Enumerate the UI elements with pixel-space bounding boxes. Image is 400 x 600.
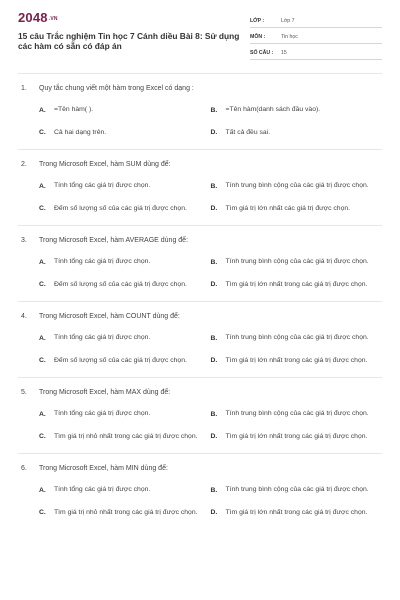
meta-panel: [250, 12, 382, 60]
answer-option[interactable]: [39, 181, 211, 192]
divider: [18, 453, 382, 454]
option-letter: C.: [39, 129, 46, 137]
option-row: [39, 257, 382, 268]
answer-option[interactable]: [39, 409, 211, 420]
answer-option[interactable]: [39, 333, 211, 344]
option-row: [39, 508, 382, 519]
option-letter: A.: [39, 258, 46, 266]
divider: [18, 301, 382, 302]
question-stem: [21, 389, 382, 396]
meta-label: LỚP :: [250, 18, 265, 24]
answer-option[interactable]: [211, 105, 383, 116]
option-text: Tính tổng các giá trị được chọn.: [54, 334, 151, 341]
option-text: Cả hai dạng trên.: [54, 128, 107, 136]
meta-row-subject: [250, 28, 382, 44]
option-letter: A.: [39, 182, 46, 190]
option-text: Tính tổng các giá trị được chọn.: [54, 486, 151, 493]
answer-option[interactable]: [211, 508, 383, 519]
answer-option[interactable]: [211, 409, 383, 420]
question-text: Trong Microsoft Excel, hàm AVERAGE dùng để:: [39, 237, 189, 244]
option-row: [39, 105, 382, 116]
option-letter: B.: [210, 334, 218, 342]
option-letter: D.: [210, 205, 218, 213]
option-letter: D.: [210, 281, 218, 289]
option-text: Tính tổng các giá trị được chọn.: [54, 258, 151, 265]
answer-option[interactable]: [39, 356, 211, 367]
meta-label: MÔN :: [250, 34, 266, 40]
divider: [18, 377, 382, 378]
answer-option[interactable]: [211, 204, 383, 215]
option-text: Tìm giá trị lớn nhất các giá trị được chọn.: [225, 204, 351, 212]
option-text: Tính trung bình cộng của các giá trị được chọn.: [225, 486, 369, 493]
question-4: [18, 313, 382, 366]
option-letter: D.: [210, 357, 218, 365]
meta-row-count: [250, 44, 382, 60]
question-2: [18, 161, 382, 214]
option-letter: C.: [39, 509, 46, 517]
divider: [18, 149, 382, 150]
answer-option[interactable]: [211, 128, 383, 139]
option-letter: B.: [210, 410, 218, 418]
question-6: [18, 465, 382, 518]
header-left: [18, 10, 243, 51]
divider: [18, 225, 382, 226]
answer-option[interactable]: [39, 204, 211, 215]
question-3: [18, 237, 382, 290]
question-1: [18, 85, 382, 138]
option-text: Tìm giá trị lớn nhất trong các giá trị được chọn.: [225, 508, 368, 516]
option-letter: A.: [39, 486, 46, 494]
question-stem: [21, 237, 382, 244]
option-letter: D.: [210, 129, 218, 137]
question-text: Trong Microsoft Excel, hàm MIN dùng để:: [39, 465, 168, 472]
option-text: Tính trung bình cộng của các giá trị được chọn.: [225, 334, 369, 341]
option-text: Tính trung bình cộng của các giá trị được chọn.: [225, 258, 369, 265]
question-stem: [21, 161, 382, 168]
answer-option[interactable]: [211, 485, 383, 496]
question-number: 1.: [21, 85, 27, 92]
question-number: 2.: [21, 161, 27, 168]
question-number: 6.: [21, 465, 27, 472]
question-stem: [21, 465, 382, 472]
question-text: Trong Microsoft Excel, hàm MAX dùng để:: [39, 389, 171, 396]
answer-option[interactable]: [39, 508, 211, 519]
question-stem: [21, 313, 382, 320]
option-letter: A.: [39, 410, 46, 418]
question-number: 3.: [21, 237, 27, 244]
answer-option[interactable]: [211, 333, 383, 344]
option-text: Tìm giá trị nhỏ nhất trong các giá trị được chọn.: [54, 432, 198, 440]
meta-label: SỐ CÂU :: [250, 50, 274, 56]
option-text: Đếm số lượng số của các giá trị được chọn.: [54, 204, 187, 212]
option-letter: A.: [39, 334, 46, 342]
option-letter: C.: [39, 281, 46, 289]
option-row: [39, 432, 382, 443]
question-text: Trong Microsoft Excel, hàm SUM dùng để:: [39, 161, 171, 168]
option-letter: B.: [210, 486, 218, 494]
answer-option[interactable]: [211, 280, 383, 291]
option-row: [39, 181, 382, 192]
answer-option[interactable]: [39, 280, 211, 291]
answer-option[interactable]: [211, 257, 383, 268]
option-text: Tính trung bình cộng của các giá trị được chọn.: [225, 410, 369, 417]
logo-main: 2048: [18, 10, 48, 25]
option-row: [39, 280, 382, 291]
option-text: =Tên hàm( ).: [54, 106, 94, 113]
answer-option[interactable]: [211, 356, 383, 367]
divider: [18, 73, 382, 74]
question-text: Quy tắc chung viết một hàm trong Excel có dạng :: [39, 85, 194, 92]
document-title: 15 câu Trắc nghiệm Tin học 7 Cánh diều Bài 8: Sử dụng các hàm có sẵn có đáp án: [18, 31, 240, 51]
option-letter: C.: [39, 205, 46, 213]
answer-option[interactable]: [211, 181, 383, 192]
header: [18, 10, 382, 60]
meta-value: Tin học: [281, 34, 298, 40]
answer-option[interactable]: [39, 432, 211, 443]
option-text: Tất cả đều sai.: [225, 128, 271, 136]
question-stem: [21, 85, 382, 92]
option-row: [39, 128, 382, 139]
option-letter: A.: [39, 106, 46, 114]
answer-option[interactable]: [39, 128, 211, 139]
option-text: Tính trung bình cộng của các giá trị được chọn.: [225, 182, 369, 189]
option-letter: B.: [210, 182, 218, 190]
option-text: Tìm giá trị lớn nhất trong các giá trị được chọn.: [225, 356, 368, 364]
option-row: [39, 485, 382, 496]
site-logo[interactable]: [18, 10, 243, 25]
option-text: Tìm giá trị lớn nhất trong các giá trị được chọn.: [225, 432, 368, 440]
option-row: [39, 356, 382, 367]
meta-row-grade: [250, 12, 382, 28]
option-text: Tìm giá trị lớn nhất trong các giá trị được chọn.: [225, 280, 368, 288]
option-row: [39, 409, 382, 420]
option-row: [39, 204, 382, 215]
question-text: Trong Microsoft Excel, hàm COUNT dùng để:: [39, 313, 180, 320]
option-text: Tìm giá trị nhỏ nhất trong các giá trị được chọn.: [54, 508, 198, 516]
option-letter: B.: [210, 258, 218, 266]
option-letter: C.: [39, 433, 46, 441]
question-5: [18, 389, 382, 442]
option-text: Đếm số lượng số của các giá trị được chọn.: [54, 280, 187, 288]
meta-value: 15: [281, 50, 287, 56]
option-letter: C.: [39, 357, 46, 365]
question-number: 4.: [21, 313, 27, 320]
option-row: [39, 333, 382, 344]
answer-option[interactable]: [39, 257, 211, 268]
option-letter: D.: [210, 433, 218, 441]
question-number: 5.: [21, 389, 27, 396]
option-text: Tính tổng các giá trị được chọn.: [54, 182, 151, 189]
answer-option[interactable]: [39, 105, 211, 116]
option-text: Tính tổng các giá trị được chọn.: [54, 410, 151, 417]
option-letter: D.: [210, 509, 218, 517]
logo-sub: .VN: [48, 15, 58, 22]
question-list: [18, 73, 382, 518]
option-letter: B.: [210, 106, 218, 114]
meta-value: Lớp 7: [281, 18, 295, 24]
answer-option[interactable]: [211, 432, 383, 443]
option-text: Đếm số lượng số của các giá trị được chọn.: [54, 356, 187, 364]
option-text: =Tên hàm(danh sách đầu vào).: [225, 106, 321, 113]
answer-option[interactable]: [39, 485, 211, 496]
